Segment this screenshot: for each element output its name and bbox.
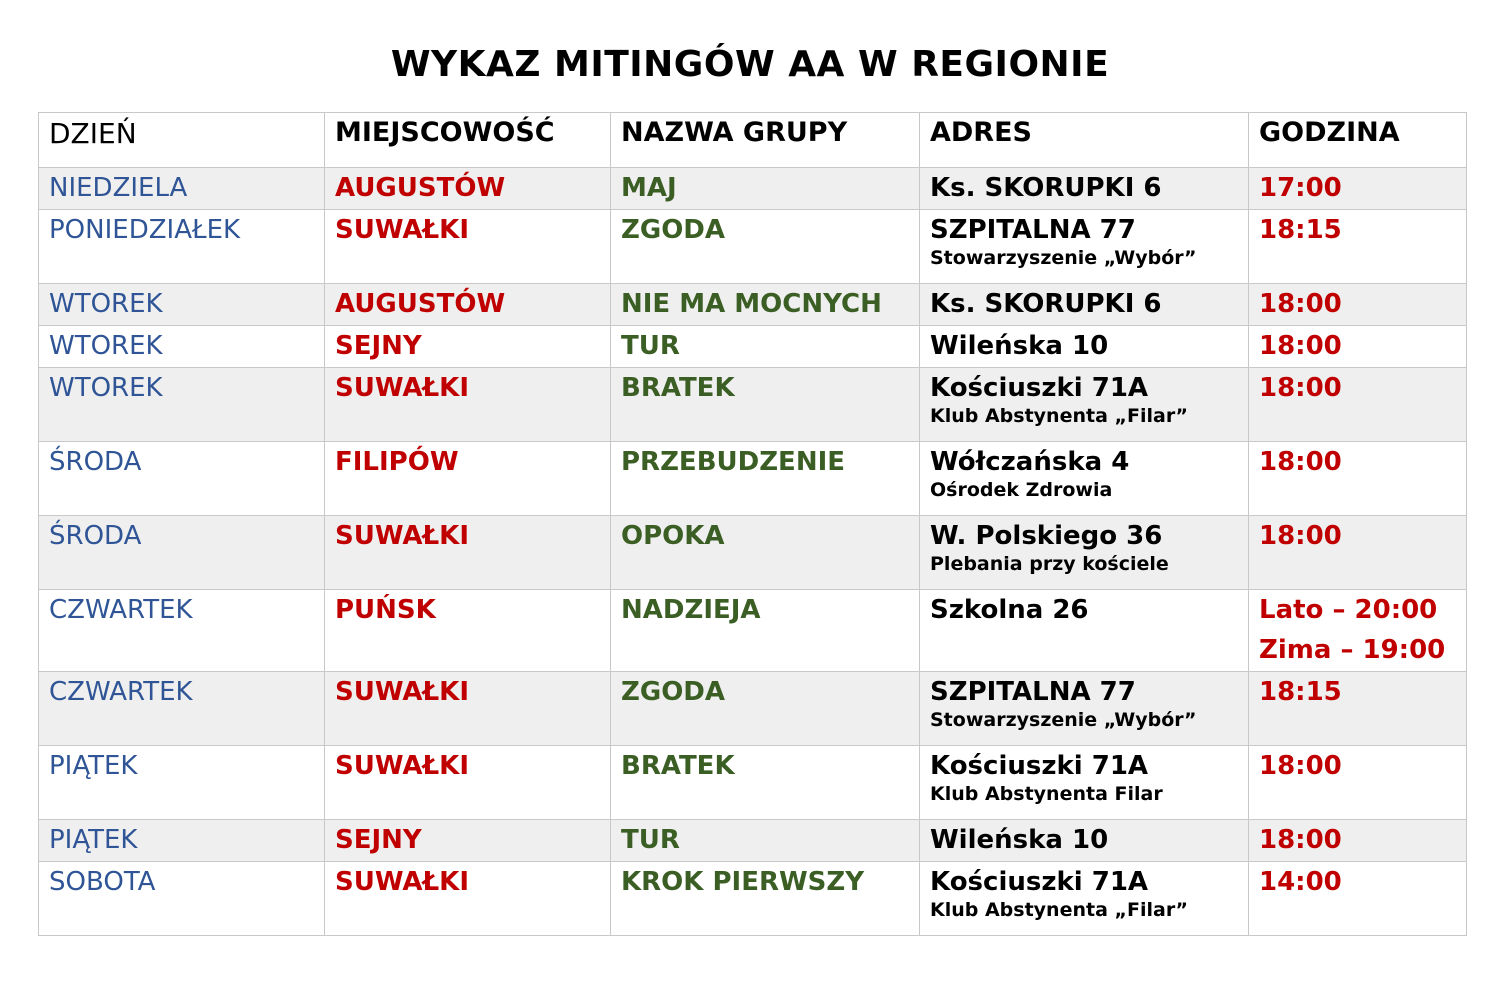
group-name-value: PRZEBUDZENIE	[621, 447, 846, 477]
cell-addr	[920, 284, 1249, 326]
cell-day	[39, 284, 325, 326]
cell-day	[39, 672, 325, 746]
cell-group	[611, 820, 920, 862]
cell-town	[325, 590, 611, 672]
cell-time	[1249, 820, 1467, 862]
time-value: Lato – 20:00	[1259, 595, 1438, 625]
header-group: NAZWA GRUPY	[611, 113, 920, 168]
town-value: AUGUSTÓW	[335, 289, 506, 319]
table-row	[39, 284, 1467, 326]
cell-addr	[920, 820, 1249, 862]
group-name-value: BRATEK	[621, 373, 735, 403]
table-row	[39, 516, 1467, 590]
cell-group	[611, 590, 920, 672]
cell-day	[39, 590, 325, 672]
time-value: 17:00	[1259, 173, 1342, 203]
address-note: Klub Abstynenta „Filar”	[930, 405, 1189, 427]
day-value: SOBOTA	[49, 867, 156, 897]
cell-addr	[920, 210, 1249, 284]
time-value: 18:00	[1259, 521, 1342, 551]
address-value: Wileńska 10	[930, 331, 1109, 361]
cell-group	[611, 746, 920, 820]
address-value: SZPITALNA 77	[930, 215, 1136, 245]
address-value: Kościuszki 71A	[930, 751, 1149, 781]
cell-group	[611, 368, 920, 442]
time-value-secondary: Zima – 19:00	[1259, 635, 1446, 665]
cell-town	[325, 820, 611, 862]
cell-time	[1249, 210, 1467, 284]
day-value: WTOREK	[49, 331, 163, 361]
header-time: GODZINA	[1249, 113, 1467, 168]
cell-town	[325, 516, 611, 590]
table-row	[39, 672, 1467, 746]
cell-time	[1249, 590, 1467, 672]
time-value: 18:00	[1259, 289, 1342, 319]
cell-time	[1249, 516, 1467, 590]
day-value: WTOREK	[49, 373, 163, 403]
address-value: Wółczańska 4	[930, 447, 1130, 477]
time-value: 14:00	[1259, 867, 1342, 897]
cell-group	[611, 516, 920, 590]
cell-day	[39, 820, 325, 862]
cell-addr	[920, 862, 1249, 936]
cell-time	[1249, 672, 1467, 746]
address-note: Stowarzyszenie „Wybór”	[930, 247, 1197, 269]
table-header-row	[39, 113, 1467, 168]
address-value: Kościuszki 71A	[930, 373, 1149, 403]
time-value: 18:00	[1259, 751, 1342, 781]
header-address: ADRES	[920, 113, 1249, 168]
group-name-value: NADZIEJA	[621, 595, 761, 625]
table-row	[39, 168, 1467, 210]
address-value: Ks. SKORUPKI 6	[930, 173, 1162, 203]
address-note: Klub Abstynenta Filar	[930, 783, 1163, 805]
table-row	[39, 820, 1467, 862]
cell-addr	[920, 368, 1249, 442]
cell-group	[611, 284, 920, 326]
group-name-value: OPOKA	[621, 521, 725, 551]
town-value: SUWAŁKI	[335, 751, 469, 781]
town-value: SUWAŁKI	[335, 867, 469, 897]
day-value: NIEDZIELA	[49, 173, 188, 203]
day-value: ŚRODA	[49, 447, 142, 477]
cell-town	[325, 368, 611, 442]
cell-day	[39, 168, 325, 210]
time-value: 18:15	[1259, 215, 1342, 245]
group-name-value: MAJ	[621, 173, 677, 203]
town-value: SUWAŁKI	[335, 215, 469, 245]
cell-addr	[920, 746, 1249, 820]
table-row	[39, 442, 1467, 516]
cell-day	[39, 326, 325, 368]
town-value: SEJNY	[335, 331, 422, 361]
time-value: 18:15	[1259, 677, 1342, 707]
cell-day	[39, 368, 325, 442]
cell-group	[611, 862, 920, 936]
table-row	[39, 210, 1467, 284]
cell-day	[39, 442, 325, 516]
address-value: Szkolna 26	[930, 595, 1089, 625]
table-row	[39, 326, 1467, 368]
cell-town	[325, 284, 611, 326]
address-note: Klub Abstynenta „Filar”	[930, 899, 1189, 921]
cell-addr	[920, 516, 1249, 590]
time-value: 18:00	[1259, 447, 1342, 477]
address-value: Wileńska 10	[930, 825, 1109, 855]
cell-group	[611, 326, 920, 368]
group-name-value: TUR	[621, 825, 680, 855]
header-day: DZIEŃ	[39, 113, 325, 168]
cell-day	[39, 210, 325, 284]
day-value: ŚRODA	[49, 521, 142, 551]
group-name-value: KROK PIERWSZY	[621, 867, 865, 897]
town-value: SEJNY	[335, 825, 422, 855]
group-name-value: NIE MA MOCNYCH	[621, 289, 882, 319]
cell-day	[39, 862, 325, 936]
group-name-value: BRATEK	[621, 751, 735, 781]
day-value: PIĄTEK	[49, 825, 138, 855]
cell-time	[1249, 284, 1467, 326]
group-name-value: TUR	[621, 331, 680, 361]
day-value: CZWARTEK	[49, 677, 193, 707]
cell-addr	[920, 590, 1249, 672]
address-value: Kościuszki 71A	[930, 867, 1149, 897]
cell-addr	[920, 442, 1249, 516]
address-note: Plebania przy kościele	[930, 553, 1169, 575]
cell-group	[611, 442, 920, 516]
town-value: PUŃSK	[335, 595, 436, 625]
group-name-value: ZGODA	[621, 677, 725, 707]
town-value: SUWAŁKI	[335, 677, 469, 707]
cell-addr	[920, 672, 1249, 746]
cell-time	[1249, 746, 1467, 820]
table-row	[39, 746, 1467, 820]
address-value: Ks. SKORUPKI 6	[930, 289, 1162, 319]
town-value: FILIPÓW	[335, 447, 459, 477]
town-value: AUGUSTÓW	[335, 173, 506, 203]
town-value: SUWAŁKI	[335, 521, 469, 551]
town-value: SUWAŁKI	[335, 373, 469, 403]
time-value: 18:00	[1259, 825, 1342, 855]
cell-group	[611, 168, 920, 210]
time-value: 18:00	[1259, 373, 1342, 403]
cell-addr	[920, 326, 1249, 368]
cell-day	[39, 516, 325, 590]
address-value: W. Polskiego 36	[930, 521, 1163, 551]
table-row	[39, 590, 1467, 672]
group-name-value: ZGODA	[621, 215, 725, 245]
cell-town	[325, 746, 611, 820]
time-value: 18:00	[1259, 331, 1342, 361]
cell-addr	[920, 168, 1249, 210]
day-value: PONIEDZIAŁEK	[49, 215, 241, 245]
meetings-table	[38, 112, 1467, 936]
cell-town	[325, 442, 611, 516]
table-row	[39, 862, 1467, 936]
address-note: Stowarzyszenie „Wybór”	[930, 709, 1197, 731]
cell-town	[325, 326, 611, 368]
day-value: PIĄTEK	[49, 751, 138, 781]
cell-town	[325, 168, 611, 210]
address-note: Ośrodek Zdrowia	[930, 479, 1113, 501]
cell-day	[39, 746, 325, 820]
address-value: SZPITALNA 77	[930, 677, 1136, 707]
cell-group	[611, 672, 920, 746]
cell-time	[1249, 368, 1467, 442]
cell-group	[611, 210, 920, 284]
cell-time	[1249, 326, 1467, 368]
cell-time	[1249, 442, 1467, 516]
day-value: CZWARTEK	[49, 595, 193, 625]
cell-town	[325, 210, 611, 284]
day-value: WTOREK	[49, 289, 163, 319]
cell-time	[1249, 168, 1467, 210]
page-title: WYKAZ MITINGÓW AA W REGIONIE	[390, 44, 1110, 85]
header-town: MIEJSCOWOŚĆ	[325, 113, 611, 168]
cell-town	[325, 862, 611, 936]
table-row	[39, 368, 1467, 442]
cell-time	[1249, 862, 1467, 936]
cell-town	[325, 672, 611, 746]
